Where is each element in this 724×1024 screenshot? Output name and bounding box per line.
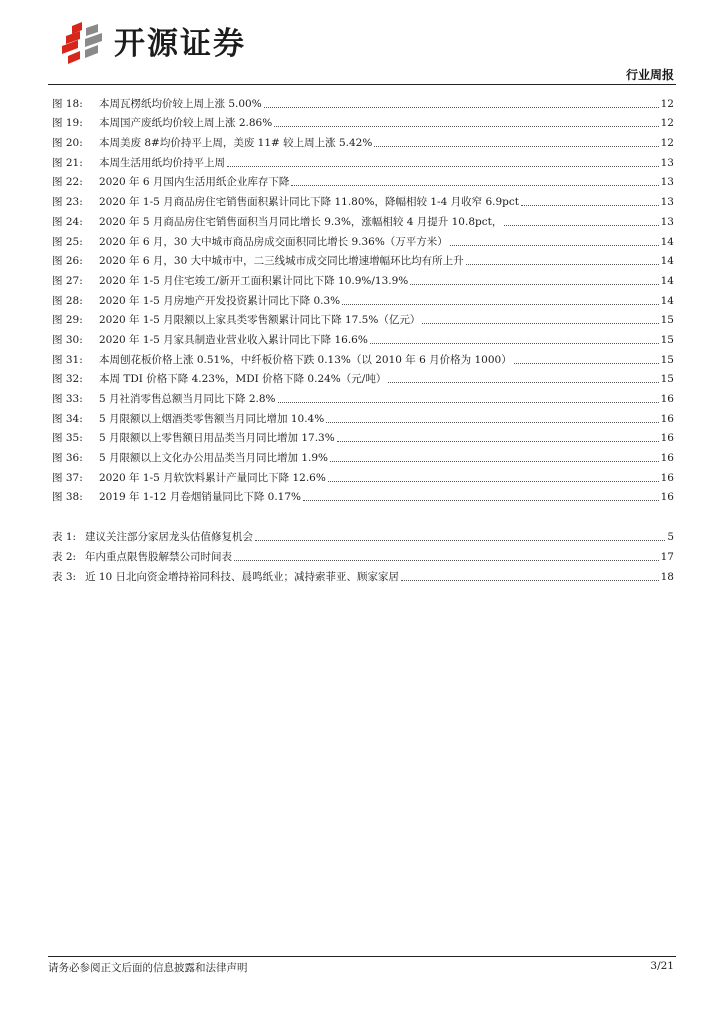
- toc-entry-number: 图 25:: [52, 235, 83, 248]
- toc-entry-page: 15: [660, 314, 674, 327]
- toc-entry-page: 15: [660, 333, 674, 346]
- disclaimer-text: 请务必参阅正文后面的信息披露和法律声明: [48, 962, 248, 974]
- toc-entry-number: 图 27:: [52, 274, 83, 287]
- toc-leader-dots: [303, 500, 659, 501]
- toc-entry-number: 图 24:: [52, 215, 83, 228]
- toc-entry-title: 2020 年 1-5 月商品房住宅销售面积累计同比下降 11.80%，降幅相较 1-4 月收窄 6.9pct: [99, 196, 519, 209]
- toc-entry[interactable]: [52, 189, 674, 209]
- toc-entry-title: 2020 年 6 月国内生活用纸企业库存下降: [99, 176, 290, 189]
- toc-entry-number: 图 31:: [52, 353, 83, 366]
- toc-leader-dots: [450, 245, 659, 246]
- toc-entry-title: 本周刨花板价格上涨 0.51%，中纤板价格下跌 0.13%（以 2010 年 6 月价格为 1000）: [99, 353, 512, 366]
- toc-entry-page: 18: [660, 570, 674, 583]
- toc-entry-page: 14: [660, 255, 674, 268]
- toc-entry[interactable]: [52, 544, 674, 564]
- toc-leader-dots: [227, 166, 659, 167]
- toc-entry-page: 16: [660, 452, 674, 465]
- toc-entry[interactable]: [52, 465, 674, 485]
- toc-entry[interactable]: [52, 564, 674, 584]
- toc-entry-number: 图 33:: [52, 393, 83, 405]
- toc-entry-number: 图 28:: [52, 294, 83, 307]
- toc-entry-title: 5 月限额以上烟酒类零售额当月同比增加 10.4%: [99, 412, 325, 425]
- toc-entry-page: 13: [660, 156, 674, 169]
- toc-entry-page: 14: [660, 274, 674, 287]
- toc-entry-number: 表 1:: [52, 531, 77, 544]
- toc-entry[interactable]: [52, 111, 674, 131]
- toc-entry-title: 5 月社消零售总额当月同比下降 2.8%: [99, 393, 276, 405]
- toc-entry[interactable]: [52, 347, 674, 367]
- figure-table-index: [52, 91, 674, 584]
- toc-entry-number: 图 23:: [52, 196, 83, 209]
- toc-entry[interactable]: [52, 91, 674, 111]
- page-number: 3/21: [650, 960, 674, 972]
- toc-entry-title: 2020 年 6 月，30 大中城市商品房成交面积同比增长 9.36%（万平方米）: [99, 235, 448, 248]
- brand-logo: [58, 22, 278, 66]
- toc-entry[interactable]: [52, 130, 674, 150]
- toc-entry[interactable]: [52, 308, 674, 328]
- toc-entry[interactable]: [52, 150, 674, 170]
- toc-entry-number: 表 3:: [52, 570, 77, 583]
- toc-entry-number: 图 32:: [52, 373, 83, 386]
- toc-entry-title: 年内重点限售股解禁公司时间表: [85, 550, 232, 563]
- toc-entry-title: 2020 年 1-5 月限额以上家具类零售额累计同比下降 17.5%（亿元）: [99, 314, 421, 327]
- toc-entry-title: 本周生活用纸均价持平上周: [99, 156, 225, 169]
- toc-entry[interactable]: [52, 485, 674, 505]
- toc-entry-number: 图 34:: [52, 412, 83, 425]
- toc-entry-page: 16: [660, 471, 674, 484]
- toc-entry-page: 12: [660, 137, 674, 150]
- toc-entry[interactable]: [52, 445, 674, 465]
- toc-leader-dots: [264, 107, 659, 108]
- toc-leader-dots: [278, 402, 659, 403]
- toc-entry-title: 本周瓦楞纸均价较上周上涨 5.00%: [99, 97, 262, 110]
- toc-leader-dots: [255, 540, 665, 541]
- toc-leader-dots: [374, 146, 658, 147]
- footer-divider: [48, 956, 676, 957]
- toc-entry-page: 15: [660, 373, 674, 386]
- toc-entry[interactable]: [52, 386, 674, 406]
- toc-leader-dots: [504, 225, 658, 226]
- toc-entry[interactable]: [52, 229, 674, 249]
- toc-entry-number: 图 29:: [52, 314, 83, 327]
- toc-leader-dots: [342, 304, 658, 305]
- toc-entry-title: 5 月限额以上零售额日用品类当月同比增加 17.3%: [99, 432, 335, 445]
- brand-logo-icon: [58, 22, 106, 66]
- table-index-list: [52, 524, 674, 583]
- toc-entry-title: 2019 年 1-12 月卷烟销量同比下降 0.17%: [99, 491, 302, 504]
- figure-index-list: [52, 91, 674, 504]
- toc-entry-page: 17: [660, 550, 674, 563]
- toc-entry-title: 建议关注部分家居龙头估值修复机会: [85, 531, 253, 544]
- toc-entry[interactable]: [52, 170, 674, 190]
- toc-entry-page: 13: [660, 176, 674, 189]
- toc-entry-number: 图 36:: [52, 452, 83, 465]
- toc-entry-page: 15: [660, 353, 674, 366]
- toc-leader-dots: [326, 422, 658, 423]
- toc-entry[interactable]: [52, 406, 674, 426]
- toc-entry-page: 13: [660, 196, 674, 209]
- report-type-label: 行业周报: [625, 68, 674, 82]
- toc-entry-number: 图 18:: [52, 97, 83, 110]
- toc-entry[interactable]: [52, 524, 674, 544]
- toc-entry-title: 5 月限额以上文化办公用品类当月同比增加 1.9%: [99, 452, 329, 465]
- toc-entry-title: 本周美废 8#均价持平上周，美废 11# 较上周上涨 5.42%: [99, 137, 373, 150]
- toc-entry-number: 图 20:: [52, 137, 83, 150]
- page-header: [0, 0, 724, 90]
- toc-entry-title: 本周 TDI 价格下降 4.23%，MDI 价格下降 0.24%（元/吨）: [99, 373, 387, 386]
- toc-entry[interactable]: [52, 327, 674, 347]
- toc-leader-dots: [234, 560, 659, 561]
- toc-entry-title: 2020 年 1-5 月房地产开发投资累计同比下降 0.3%: [99, 294, 341, 307]
- toc-entry-page: 14: [660, 294, 674, 307]
- toc-entry-title: 2020 年 5 月商品房住宅销售面积当月同比增长 9.3%，涨幅相较 4 月提升 10.8pct，: [99, 215, 503, 228]
- brand-name: 开源证券: [114, 26, 246, 62]
- toc-leader-dots: [514, 363, 659, 364]
- toc-leader-dots: [328, 481, 659, 482]
- toc-entry-number: 图 19:: [52, 117, 83, 130]
- toc-entry[interactable]: [52, 426, 674, 446]
- toc-entry-number: 图 37:: [52, 471, 83, 484]
- toc-entry-title: 本周国产废纸均价较上周上涨 2.86%: [99, 117, 273, 130]
- toc-entry-number: 表 2:: [52, 550, 77, 563]
- toc-entry-page: 16: [660, 432, 674, 445]
- toc-entry-title: 2020 年 1-5 月家具制造业营业收入累计同比下降 16.6%: [99, 333, 368, 346]
- toc-entry-page: 14: [660, 235, 674, 248]
- toc-entry-title: 2020 年 1-5 月软饮料累计产量同比下降 12.6%: [99, 471, 326, 484]
- toc-leader-dots: [291, 185, 658, 186]
- toc-entry-page: 13: [660, 215, 674, 228]
- toc-entry-title: 2020 年 1-5 月住宅竣工/新开工面积累计同比下降 10.9%/13.9%: [99, 274, 409, 287]
- toc-entry[interactable]: [52, 367, 674, 387]
- toc-entry-page: 5: [667, 531, 674, 544]
- toc-entry-page: 16: [660, 393, 674, 405]
- toc-leader-dots: [337, 441, 659, 442]
- toc-entry[interactable]: [52, 288, 674, 308]
- toc-leader-dots: [370, 343, 659, 344]
- toc-leader-dots: [422, 323, 658, 324]
- toc-entry-title: 近 10 日北向资金增持裕同科技、晨鸣纸业；减持索菲亚、顾家家居: [85, 570, 400, 583]
- toc-entry-number: 图 21:: [52, 156, 83, 169]
- toc-entry-number: 图 26:: [52, 255, 83, 268]
- toc-leader-dots: [401, 580, 659, 581]
- toc-entry-page: 16: [660, 412, 674, 425]
- toc-entry-number: 图 22:: [52, 176, 83, 189]
- toc-entry-number: 图 38:: [52, 491, 83, 504]
- toc-leader-dots: [274, 126, 658, 127]
- toc-leader-dots: [330, 461, 659, 462]
- toc-leader-dots: [521, 205, 659, 206]
- toc-entry-page: 16: [660, 491, 674, 504]
- toc-entry-number: 图 35:: [52, 432, 83, 445]
- toc-entry-title: 2020 年 6 月，30 大中城市中，二三线城市成交同比增速增幅环比均有所上升: [99, 255, 464, 268]
- toc-leader-dots: [466, 264, 659, 265]
- toc-entry[interactable]: [52, 209, 674, 229]
- header-divider: [48, 84, 676, 85]
- toc-leader-dots: [410, 284, 658, 285]
- toc-entry-number: 图 30:: [52, 333, 83, 346]
- toc-entry[interactable]: [52, 249, 674, 269]
- toc-entry-page: 12: [660, 117, 674, 130]
- toc-leader-dots: [388, 382, 658, 383]
- toc-entry[interactable]: [52, 268, 674, 288]
- toc-entry-page: 12: [660, 97, 674, 110]
